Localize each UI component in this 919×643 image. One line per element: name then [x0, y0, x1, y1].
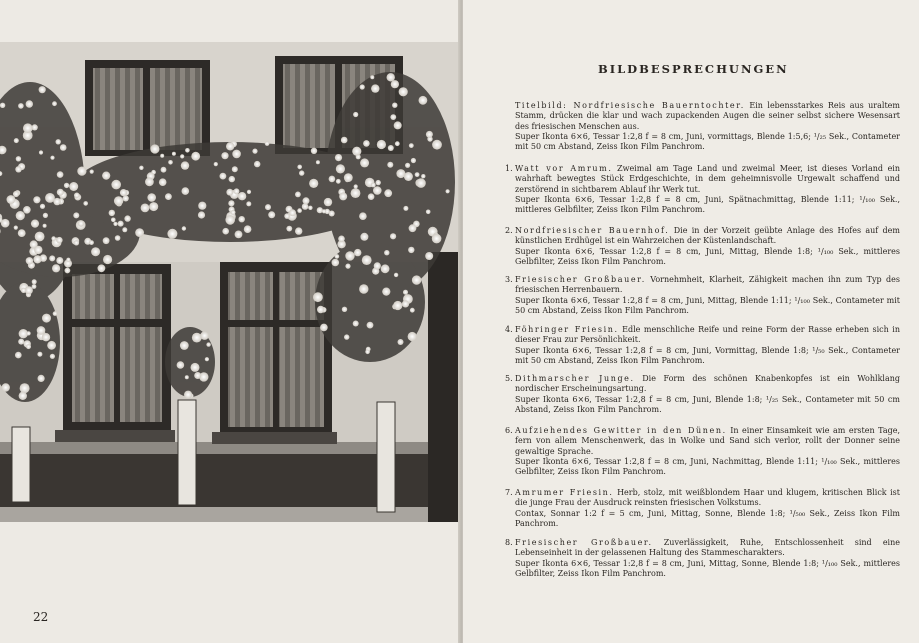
rose-blossom: [353, 321, 359, 327]
rose-blossom: [284, 213, 290, 219]
rose-blossom: [317, 207, 323, 213]
rose-blossom: [390, 114, 396, 120]
rose-blossom: [21, 288, 26, 293]
caption-heading: Friesischer Großbauer.: [515, 275, 646, 284]
caption-technical: Super Ikonta 6×6, Tessar 1:2,8 f = 8 cm, Juni, Mittag, Blende 1:11; ¹/₁₀₀ Sek., Contameter mit 50 cm Abstand, Zeiss Ikon Film Panchrom.: [515, 295, 900, 315]
rose-blossom: [384, 189, 392, 197]
rose-blossom: [31, 220, 39, 228]
rose-blossom: [394, 273, 398, 277]
rose-blossom: [365, 350, 370, 355]
rose-blossom: [50, 354, 55, 359]
rose-blossom: [19, 392, 27, 400]
caption-text: [515, 374, 900, 395]
rose-blossom: [409, 143, 414, 148]
rose-blossom: [410, 308, 415, 313]
caption-number: 1.: [505, 164, 513, 173]
rose-blossom: [23, 206, 31, 214]
rose-blossom: [351, 188, 361, 198]
rose-blossom: [329, 211, 335, 217]
rose-blossom: [113, 222, 117, 226]
caption-technical: Super Ikonta 6×6, Tessar 1:2,8 f = 8 cm, Juni, Nachmittag, Blende 1:11; ¹/₁₀₀ Sek., mittleres Gelbfilter, Zeiss Ikon Film Panchrom.: [515, 456, 900, 477]
caption-text: [515, 226, 900, 247]
rose-blossom: [303, 197, 310, 204]
rose-blossom: [336, 179, 341, 184]
caption-number: 7.: [505, 488, 513, 497]
rose-blossom: [393, 301, 402, 310]
caption-entry: [505, 226, 900, 267]
rose-blossom: [432, 234, 442, 244]
rose-blossom: [371, 84, 379, 92]
house-photo-image: [0, 42, 460, 522]
rose-blossom: [324, 198, 332, 206]
caption-number: 5.: [505, 374, 513, 383]
rose-blossom: [394, 121, 402, 129]
rose-blossom: [83, 201, 88, 206]
rose-blossom: [205, 357, 209, 361]
caption-description: Die in der Vorzeit geübte Anlage des Hofes auf dem künstlichen Erdhügel ist ein Wahrzeichen der Küstenlandschaft.: [515, 226, 900, 246]
rose-blossom: [122, 227, 127, 232]
rose-blossom: [228, 200, 234, 206]
rose-blossom: [229, 176, 235, 182]
rose-blossom: [302, 203, 309, 210]
rose-blossom: [398, 339, 404, 345]
caption-number: 8.: [505, 538, 513, 547]
rose-blossom: [308, 206, 312, 210]
rose-blossom: [371, 183, 376, 188]
rose-blossom: [409, 224, 417, 232]
rose-blossom: [408, 332, 417, 341]
caption-number: 3.: [505, 275, 513, 284]
rose-blossom: [225, 215, 235, 225]
caption-entry: [505, 538, 900, 579]
rose-blossom: [235, 231, 243, 239]
caption-heading: Nordfriesischer Bauernhof.: [515, 226, 670, 235]
rose-blossom: [43, 213, 48, 218]
caption-entry: [505, 164, 901, 215]
rose-blossom: [344, 334, 349, 339]
rose-blossom: [247, 190, 251, 194]
rose-blossom: [446, 189, 450, 193]
rose-blossom: [295, 192, 301, 198]
rose-blossom: [221, 152, 228, 159]
rose-blossom: [402, 300, 409, 307]
rose-blossom: [56, 237, 62, 243]
rose-blossom: [192, 333, 202, 343]
rose-blossom: [165, 193, 172, 200]
caption-text: [515, 426, 900, 457]
rose-blossom: [362, 255, 372, 265]
rose-blossom: [141, 204, 150, 213]
rose-blossom: [231, 210, 236, 215]
rose-blossom: [177, 361, 185, 369]
page-number: 22: [33, 610, 49, 624]
rose-blossom: [109, 210, 115, 216]
rose-blossom: [74, 193, 80, 199]
rose-blossom: [14, 226, 18, 230]
rose-blossom: [161, 167, 167, 173]
rose-blossom: [373, 186, 382, 195]
rose-blossom: [185, 148, 190, 153]
rose-blossom: [43, 224, 47, 228]
rose-blossom: [329, 176, 336, 183]
rose-blossom: [222, 228, 229, 235]
rose-blossom: [74, 240, 79, 245]
rose-blossom: [335, 154, 342, 161]
rose-blossom: [332, 259, 340, 267]
rose-blossom: [66, 258, 70, 262]
rose-blossom: [426, 131, 433, 138]
rose-blossom: [377, 140, 386, 149]
caption-heading: Dithmarscher Junge.: [515, 374, 635, 383]
rose-blossom: [118, 221, 124, 227]
rose-blossom: [363, 140, 370, 147]
rose-blossom: [368, 193, 375, 200]
caption-description: Vornehmheit, Klarheit, Zähigkeit machen ihn zum Typ des friesischen Herrenbauern.: [515, 275, 901, 295]
rose-blossom: [360, 158, 369, 167]
rose-blossom: [381, 264, 390, 273]
rose-blossom: [359, 284, 368, 293]
rose-blossom: [344, 173, 353, 182]
rose-blossom: [167, 229, 177, 239]
rose-blossom: [159, 178, 167, 186]
rose-blossom: [145, 177, 154, 186]
rose-blossom: [341, 137, 348, 144]
rose-blossom: [56, 139, 61, 144]
rose-blossom: [23, 123, 33, 133]
rose-blossom: [103, 237, 110, 244]
rose-blossom: [13, 191, 19, 197]
rose-blossom: [120, 189, 127, 196]
rose-blossom: [200, 331, 209, 340]
rose-blossom: [359, 212, 367, 220]
rose-blossom: [26, 344, 31, 349]
rose-blossom: [360, 233, 368, 241]
rose-blossom: [47, 341, 56, 350]
rose-blossom: [32, 284, 37, 289]
rose-blossom: [147, 193, 156, 202]
rose-blossom: [360, 84, 365, 89]
caption-entry: [505, 275, 901, 316]
rose-blossom: [56, 257, 63, 264]
rose-blossom: [37, 352, 42, 357]
right-page: [463, 0, 919, 643]
rose-blossom: [33, 255, 41, 263]
rose-blossom: [403, 206, 408, 211]
rose-blossom: [65, 268, 71, 274]
caption-entry: [505, 325, 901, 366]
rose-blossom: [345, 251, 354, 260]
caption-heading: Titelbild: Nordfriesische Bauerntochter.: [515, 101, 745, 110]
rose-blossom: [150, 144, 159, 153]
rose-blossom: [426, 210, 431, 215]
rose-blossom: [338, 236, 345, 243]
rose-blossom: [311, 148, 317, 154]
rose-blossom: [42, 333, 50, 341]
rose-blossom: [220, 173, 227, 180]
rose-blossom: [160, 154, 164, 158]
rose-blossom: [289, 209, 296, 216]
rose-blossom: [2, 383, 10, 391]
caption-technical: Super Ikonta 6×6, Tessar 1:2,8 f = 8 cm, Juni, Mittag, Blende 1:8; ¹/₁₀₀ Sek., mittleres Gelbfilter, Zeiss Ikon Film Panchrom.: [515, 246, 900, 266]
rose-blossom: [317, 306, 324, 313]
rose-blossom: [214, 162, 218, 166]
rose-blossom: [390, 233, 396, 239]
rose-blossom: [322, 209, 326, 213]
rose-blossom: [339, 192, 347, 200]
rose-blossom: [354, 249, 361, 256]
rose-blossom: [376, 180, 381, 185]
rose-blossom: [57, 171, 64, 178]
rose-blossom: [98, 264, 106, 272]
rose-blossom: [265, 204, 271, 210]
rose-blossom: [391, 80, 399, 88]
rose-blossom: [18, 229, 26, 237]
rose-blossom: [16, 211, 25, 220]
rose-blossom: [26, 257, 33, 264]
rose-blossom: [184, 391, 192, 399]
rose-blossom: [232, 150, 241, 159]
rose-blossom: [316, 160, 320, 164]
rose-blossom: [69, 182, 78, 191]
rose-blossom: [252, 149, 257, 154]
rose-blossom: [392, 103, 397, 108]
rose-blossom: [115, 235, 121, 241]
caption-description: Zuverlässigkeit, Ruhe, Entschlossenheit sind eine Lebenseinheit in der gelassenen Haltung des Stammescharakters.: [515, 538, 900, 558]
caption-technical: Super Ikonta 6×6, Tessar 1:2,8 f = 8 cm, Juni, Vormittag, Blende 1:8; ¹/₅₀ Sek., Contameter mit 50 cm Abstand, Zeiss Ikon Film Panchrom.: [515, 345, 900, 365]
caption-description: Herb, stolz, mit weißblondem Haar und klugem, kritischen Blick ist die junge Frau der Ausdruck reinsten friesischen Volkstums.: [515, 488, 900, 508]
rose-blossom: [40, 204, 45, 209]
rose-blossom: [123, 195, 129, 201]
rose-blossom: [181, 161, 189, 169]
rose-blossom: [411, 158, 416, 163]
rose-blossom: [226, 189, 233, 196]
caption-text: [515, 101, 900, 132]
rose-blossom: [89, 240, 94, 245]
rose-blossom: [309, 179, 318, 188]
rose-blossom: [73, 212, 79, 218]
rose-blossom: [39, 86, 46, 93]
caption-heading: Watt vor Amrum.: [515, 164, 613, 173]
rose-blossom: [139, 166, 143, 170]
rose-blossom: [6, 195, 15, 204]
rose-blossom: [27, 331, 31, 335]
rose-blossom: [405, 163, 410, 168]
caption-text: [515, 488, 900, 509]
caption-entry: [505, 488, 900, 529]
caption-technical: Contax, Sonnar 1:2 f = 5 cm, Juni, Mittag, Sonne, Blende 1:8; ¹/₅₀₀ Sek., Zeiss Ikon Film Panchrom.: [515, 508, 900, 528]
rose-blossom: [90, 170, 94, 174]
rose-blossom: [395, 141, 400, 146]
caption-number: 2.: [505, 226, 513, 235]
rose-blossom: [374, 262, 381, 269]
rose-blossom: [14, 138, 19, 143]
rose-blossom: [180, 341, 189, 350]
rose-blossom: [60, 144, 67, 151]
rose-blossom: [191, 363, 200, 372]
rose-blossom: [342, 307, 347, 312]
rose-blossom: [42, 314, 51, 323]
rose-blossom: [356, 154, 361, 159]
rose-blossom: [16, 156, 21, 161]
rose-blossom: [238, 192, 246, 200]
rose-blossom: [384, 250, 389, 255]
rose-blossom: [388, 145, 394, 151]
rose-blossom: [52, 101, 57, 106]
rose-blossom: [336, 164, 345, 173]
rose-blossom: [149, 202, 158, 211]
caption-heading: Aufziehendes Gewitter in den Dünen.: [515, 426, 727, 435]
rose-blossom: [182, 226, 186, 230]
rose-blossom: [191, 152, 200, 161]
rose-blossom: [352, 147, 361, 156]
caption-technical: Super Ikonta 6×6, Tessar 1:2,8 f = 8 cm, Juni, Spätnachmittag, Blende 1:11; ¹/₁₀₀ Sek., mittleres Gelbfilter, Zeiss Ikon Film Panchrom.: [515, 194, 900, 215]
rose-blossom: [18, 339, 24, 345]
rose-blossom: [103, 255, 112, 264]
rose-blossom: [403, 290, 408, 295]
caption-description: Zweimal am Tage Land und zweimal Meer, ist dieses Vorland ein wahrhaft bewegtes Stück Erdgeschichte, in dem geheimnisvolle Urgewalt schaffend und zerstörend in sichtbarem Ablauf ihr Werk tut.: [515, 164, 901, 194]
rose-blossom: [111, 180, 121, 190]
rose-blossom: [114, 196, 123, 205]
rose-blossom: [226, 142, 234, 150]
rose-blossom: [26, 100, 33, 107]
caption-description: Die Form des schönen Knabenkopfes ist ein Wohlklang nordischer Erscheinungsartung.: [515, 374, 901, 394]
house-photo: [0, 42, 460, 522]
rose-blossom: [254, 161, 260, 167]
rose-blossom: [335, 254, 340, 259]
rose-blossom: [78, 220, 84, 226]
caption-heading: Amrumer Friesin.: [515, 488, 614, 497]
rose-blossom: [206, 342, 210, 346]
rose-blossom: [35, 232, 45, 242]
caption-text: [515, 325, 900, 346]
rose-blossom: [370, 75, 374, 79]
rose-blossom: [15, 166, 21, 172]
rose-blossom: [182, 187, 190, 195]
page-title: BILDBESPRECHUNGEN: [598, 62, 789, 76]
rose-blossom: [313, 292, 323, 302]
rose-blossom: [185, 375, 189, 379]
rose-blossom: [408, 247, 414, 253]
rose-blossom: [345, 264, 350, 269]
caption-text: [515, 164, 900, 195]
rose-blossom: [268, 211, 275, 218]
rose-blossom: [232, 166, 238, 172]
rose-blossom: [91, 247, 100, 256]
rose-blossom: [382, 288, 390, 296]
rose-blossom: [244, 225, 252, 233]
rose-blossom: [353, 112, 358, 117]
caption-technical: Super Ikonta 6×6, Tessar 1:2,8 f = 8 cm, Juni, Blende 1:8; ¹/₂₅ Sek., Contameter mit 50 cm Abstand, Zeiss Ikon Film Panchrom.: [515, 394, 900, 414]
rose-blossom: [367, 322, 374, 329]
rose-blossom: [34, 246, 42, 254]
caption-text: [515, 538, 900, 559]
caption-technical: Super Ikonta 6×6, Tessar 1:2,8 f = 8 cm, Juni, vormittags, Blende 1:5,6; ¹/₂₅ Sek., Contameter mit 50 cm Abstand, Zeiss Ikon Film Panchrom.: [515, 131, 900, 152]
rose-blossom: [295, 227, 302, 234]
rose-blossom: [57, 189, 64, 196]
rose-blossom: [172, 152, 176, 156]
rose-blossom: [320, 324, 328, 332]
rose-blossom: [387, 73, 395, 81]
caption-heading: Friesischer Großbauer.: [515, 538, 653, 547]
rose-blossom: [421, 174, 425, 178]
rose-blossom: [18, 103, 24, 109]
rose-blossom: [102, 172, 110, 180]
rose-blossom: [37, 326, 46, 335]
rose-blossom: [299, 170, 304, 175]
caption-entry: [515, 101, 900, 152]
caption-technical: Super Ikonta 6×6, Tessar 1:2,8 f = 8 cm, Juni, Mittag, Sonne, Blende 1:8; ¹/₁₀₀ Sek., mittleres Gelbfilter, Zeiss Ikon Film Panchrom.: [515, 558, 900, 578]
rose-blossom: [135, 228, 144, 237]
caption-heading: Föhringer Friesin.: [515, 325, 619, 334]
rose-blossom: [198, 211, 205, 218]
rose-blossom: [50, 156, 54, 160]
rose-blossom: [234, 188, 240, 194]
caption-entry: [505, 374, 901, 415]
rose-blossom: [286, 226, 292, 232]
rose-blossom: [194, 372, 201, 379]
rose-blossom: [246, 201, 251, 206]
rose-blossom: [32, 279, 37, 284]
caption-number: 6.: [505, 426, 513, 435]
caption-text: [515, 275, 900, 296]
caption-description: In einer Einsamkeit wie am ersten Tage, fern von allem Menschenwerk, das in Wolke und Sand sich verlor, rollt der Donner seine gewaltige Sprache.: [515, 426, 901, 456]
rose-blossom: [124, 215, 130, 221]
rose-blossom: [20, 383, 30, 393]
rose-blossom: [416, 178, 426, 188]
caption-number: 4.: [505, 325, 513, 334]
rose-blossom: [415, 172, 420, 177]
rose-blossom: [387, 162, 393, 168]
rose-blossom: [49, 255, 55, 261]
rose-blossom: [15, 352, 22, 359]
rose-blossom: [198, 202, 206, 210]
rose-blossom: [354, 184, 358, 188]
caption-description: Edle menschliche Reife und reine Form der Rasse erheben sich in dieser Frau zur Persönlichkeit.: [515, 325, 901, 345]
caption-description: Ein lebensstarkes Reis aus uraltem Stamm, drücken die klar und wach zupackenden Augen die seiner selbst sichere Wesensart des friesischen Menschen aus.: [515, 101, 900, 131]
rose-blossom: [77, 167, 86, 176]
rose-blossom: [64, 183, 69, 188]
rose-blossom: [399, 87, 408, 96]
rose-blossom: [297, 208, 302, 213]
rose-blossom: [111, 218, 116, 223]
rose-blossom: [297, 165, 302, 170]
rose-blossom: [38, 375, 45, 382]
rose-blossom: [419, 96, 428, 105]
rose-blossom: [45, 193, 55, 203]
rose-blossom: [180, 154, 184, 158]
rose-blossom: [265, 141, 270, 146]
rose-blossom: [33, 196, 40, 203]
rose-blossom: [432, 140, 442, 150]
rose-blossom: [0, 103, 5, 108]
caption-entry: [505, 426, 901, 477]
rose-blossom: [239, 216, 245, 222]
rose-blossom: [53, 311, 58, 316]
rose-blossom: [52, 264, 60, 272]
rose-blossom: [168, 160, 173, 165]
rose-blossom: [51, 236, 55, 240]
rose-blossom: [412, 275, 421, 284]
rose-blossom: [396, 169, 405, 178]
rose-blossom: [425, 252, 433, 260]
rose-blossom: [39, 150, 43, 154]
